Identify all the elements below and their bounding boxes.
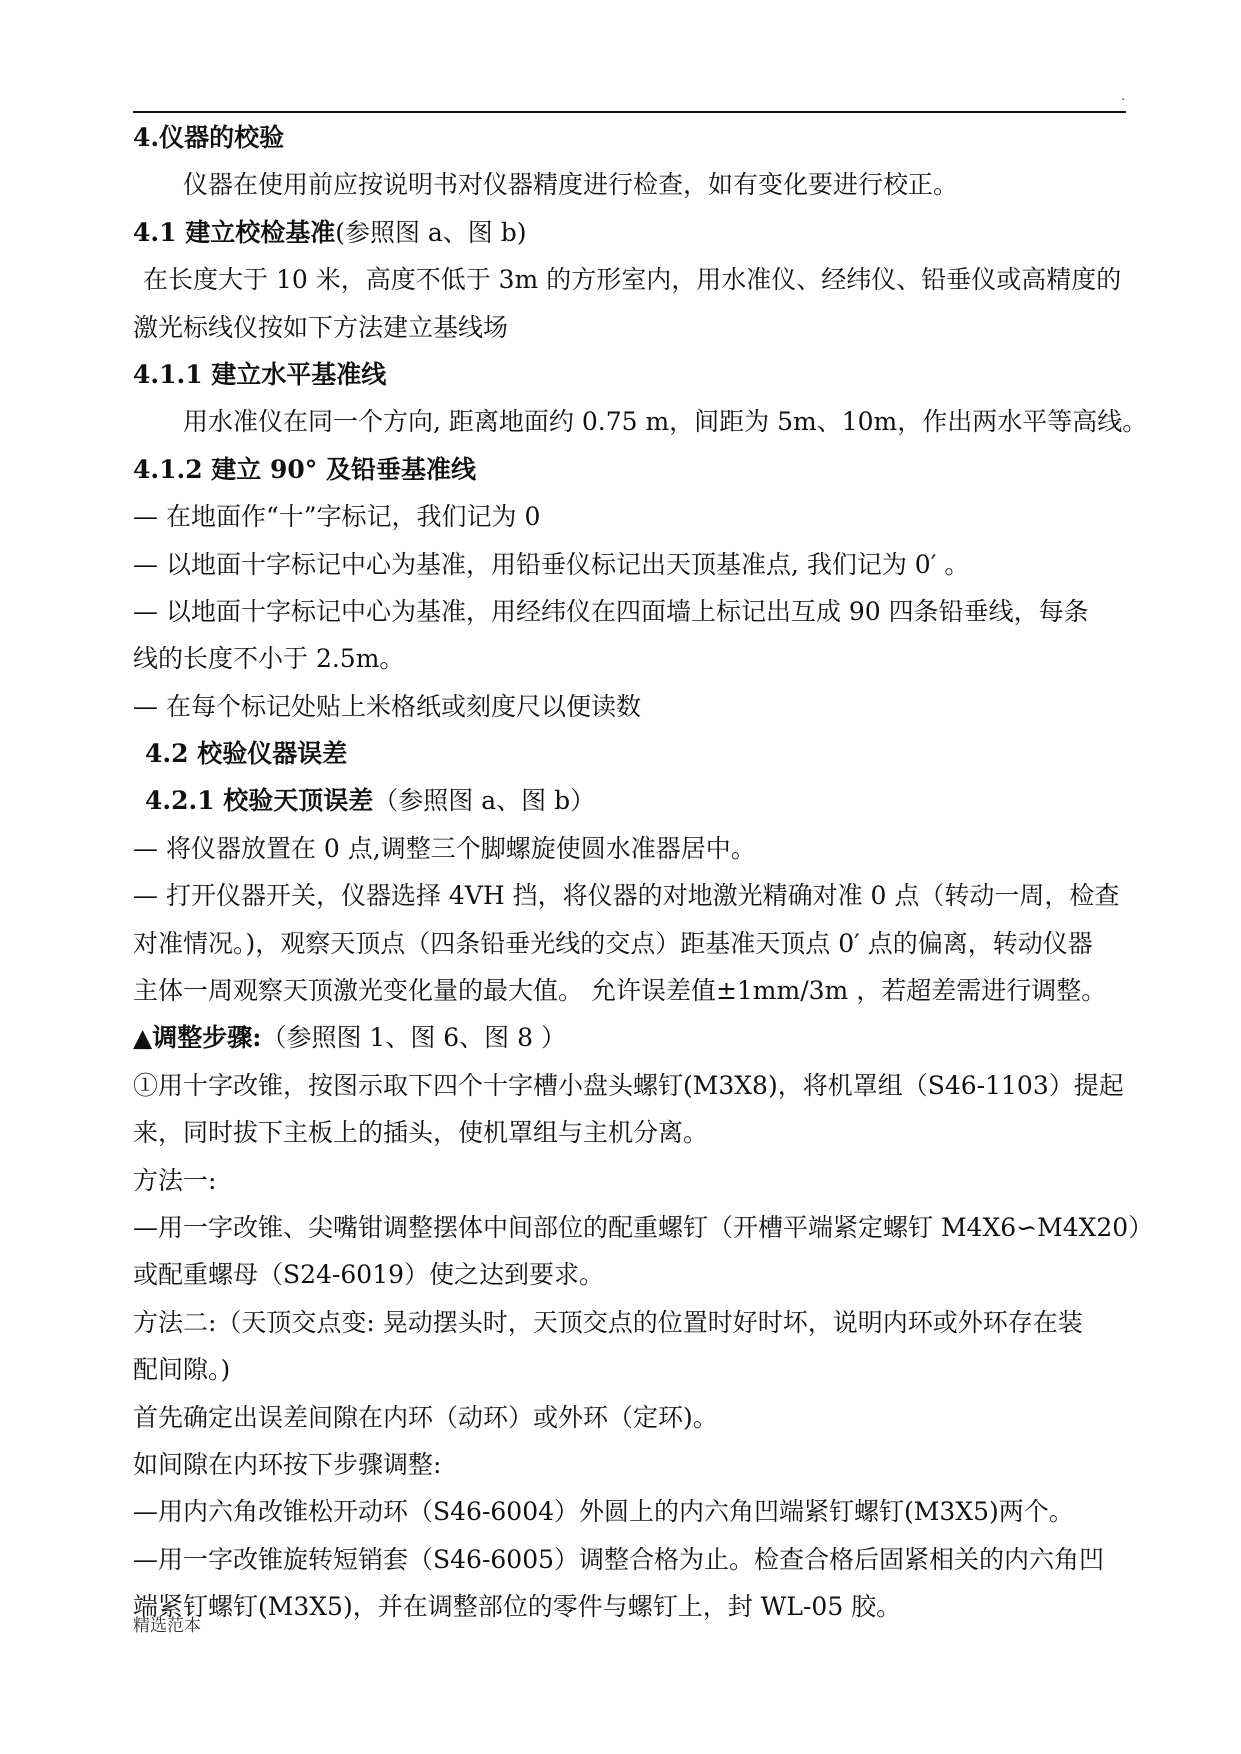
- text-line: [133, 304, 1133, 351]
- body-text: 或配重螺母（S24-6019）使之达到要求。: [133, 1260, 605, 1290]
- text-line: [133, 1062, 1133, 1109]
- text-line: [133, 1204, 1154, 1251]
- header-rule: [133, 111, 1126, 113]
- body-text: ①用十字改锥，按图示取下四个十字槽小盘头螺钉(M3X8)，将机罩组（S46-1103）提起: [133, 1070, 1124, 1100]
- text-line: [133, 683, 1133, 730]
- text-line: [133, 967, 1133, 1014]
- body-text: 如间隙在内环按下步骤调整:: [133, 1449, 442, 1479]
- body-text: 配间隙。): [133, 1355, 231, 1385]
- heading-text: 4.2.1 校验天顶误差: [145, 786, 374, 816]
- body-text: — 以地面十字标记中心为基准，用铅垂仪标记出天顶基准点, 我们记为 0′ 。: [133, 549, 970, 579]
- body-text: 用水准仪在同一个方向, 距离地面约 0.75 m，间距为 5m、10m，作出两水平等高线。: [183, 407, 1148, 437]
- text-line: [133, 1014, 1133, 1061]
- heading-text: 4.仪器的校验: [133, 123, 285, 152]
- text-line: [133, 161, 1133, 208]
- text-line: [133, 256, 1133, 303]
- body-text: 方法二:（天顶交点变: 晃动摆头时，天顶交点的位置时好时坏，说明内环或外环存在装: [133, 1307, 1083, 1337]
- body-text: — 打开仪器开关，仪器选择 4VH 挡，将仪器的对地激光精确对准 0 点（转动一周，检查: [133, 881, 1120, 911]
- text-line: [133, 1394, 1133, 1441]
- body-text: — 将仪器放置在 0 点,调整三个脚螺旋使圆水准器居中。: [133, 833, 756, 863]
- text-line: [133, 1583, 1133, 1630]
- text-line: [133, 777, 1133, 824]
- text-line: [133, 541, 1133, 588]
- text-line: [133, 446, 1133, 493]
- text-line: [133, 209, 1133, 256]
- body-text: （参照图 a、图 b）: [373, 786, 596, 816]
- text-line: [133, 920, 1133, 967]
- body-text: （参照图 1、图 6、图 8 ）: [261, 1023, 566, 1053]
- text-line: [133, 351, 1133, 398]
- body-text: — 以地面十字标记中心为基准，用经纬仪在四面墙上标记出互成 90 四条铅垂线，每条: [133, 596, 1089, 626]
- body-text: —用内六角改锥松开动环（S46-6004）外圆上的内六角凹端紧钉螺钉(M3X5)两个。: [133, 1497, 1074, 1527]
- text-line: [133, 1109, 1133, 1156]
- body-text: 方法一:: [133, 1165, 217, 1195]
- footer-text: 精选范本: [133, 1616, 201, 1636]
- body-text: — 在地面作“十”字标记，我们记为 0: [133, 502, 541, 532]
- text-line: [133, 1346, 1133, 1393]
- text-line: [133, 493, 1133, 540]
- body-text: 首先确定出误差间隙在内环（动环）或外环（定环)。: [133, 1402, 718, 1432]
- body-text: 主体一周观察天顶激光变化量的最大值。 允许误差值±1mm/3m ，若超差需进行调整。: [133, 976, 1107, 1006]
- text-line: [133, 872, 1133, 919]
- heading-text: 4.1 建立校检基准: [133, 217, 336, 247]
- body-text: (参照图 a、图 b): [335, 217, 527, 247]
- heading-text: 4.1.2 建立 90° 及铅垂基准线: [133, 454, 476, 484]
- text-line: [133, 1157, 1133, 1204]
- text-line: [133, 825, 1133, 872]
- text-line: [133, 114, 1133, 161]
- heading-text: ▲调整步骤:: [133, 1023, 262, 1053]
- text-line: [133, 730, 1133, 777]
- text-line: [133, 1536, 1133, 1583]
- body-text: 端紧钉螺钉(M3X5)，并在调整部位的零件与螺钉上，封 WL-05 胶。: [133, 1592, 902, 1622]
- body-text: 激光标线仪按如下方法建立基线场: [133, 312, 509, 342]
- text-line: [133, 1488, 1133, 1535]
- text-line: [133, 398, 1148, 445]
- text-line: [133, 1251, 1133, 1298]
- body-text: —用一字改锥、尖嘴钳调整摆体中间部位的配重螺钉（开槽平端紧定螺钉 M4X6∽M4X20）: [133, 1212, 1154, 1242]
- body-text: —用一字改锥旋转短销套（S46-6005）调整合格为止。检查合格后固紧相关的内六角凹: [133, 1544, 1105, 1574]
- body-text: 来，同时拔下主板上的插头，使机罩组与主机分离。: [133, 1118, 709, 1148]
- body-text: — 在每个标记处贴上米格纸或刻度尺以便读数: [133, 691, 641, 721]
- text-line: [133, 1299, 1133, 1346]
- text-line: [133, 635, 1133, 682]
- body-text: 对准情况。)，观察天顶点（四条铅垂光线的交点）距基准天顶点 0′ 点的偏离，转动仪器: [133, 928, 1093, 958]
- text-line: [133, 588, 1133, 635]
- body-text: 仪器在使用前应按说明书对仪器精度进行检查，如有变化要进行校正。: [183, 170, 959, 200]
- text-line: [133, 1441, 1133, 1488]
- heading-text: 4.2 校验仪器误差: [145, 739, 348, 769]
- document-body: [133, 114, 1154, 1631]
- body-text: 线的长度不小于 2.5m。: [133, 644, 405, 674]
- heading-text: 4.1.1 建立水平基准线: [133, 359, 387, 389]
- header-mark: .: [1121, 88, 1126, 104]
- body-text: 在长度大于 10 米，高度不低于 3m 的方形室内，用水准仪、经纬仪、铅垂仪或高精度的: [143, 265, 1122, 295]
